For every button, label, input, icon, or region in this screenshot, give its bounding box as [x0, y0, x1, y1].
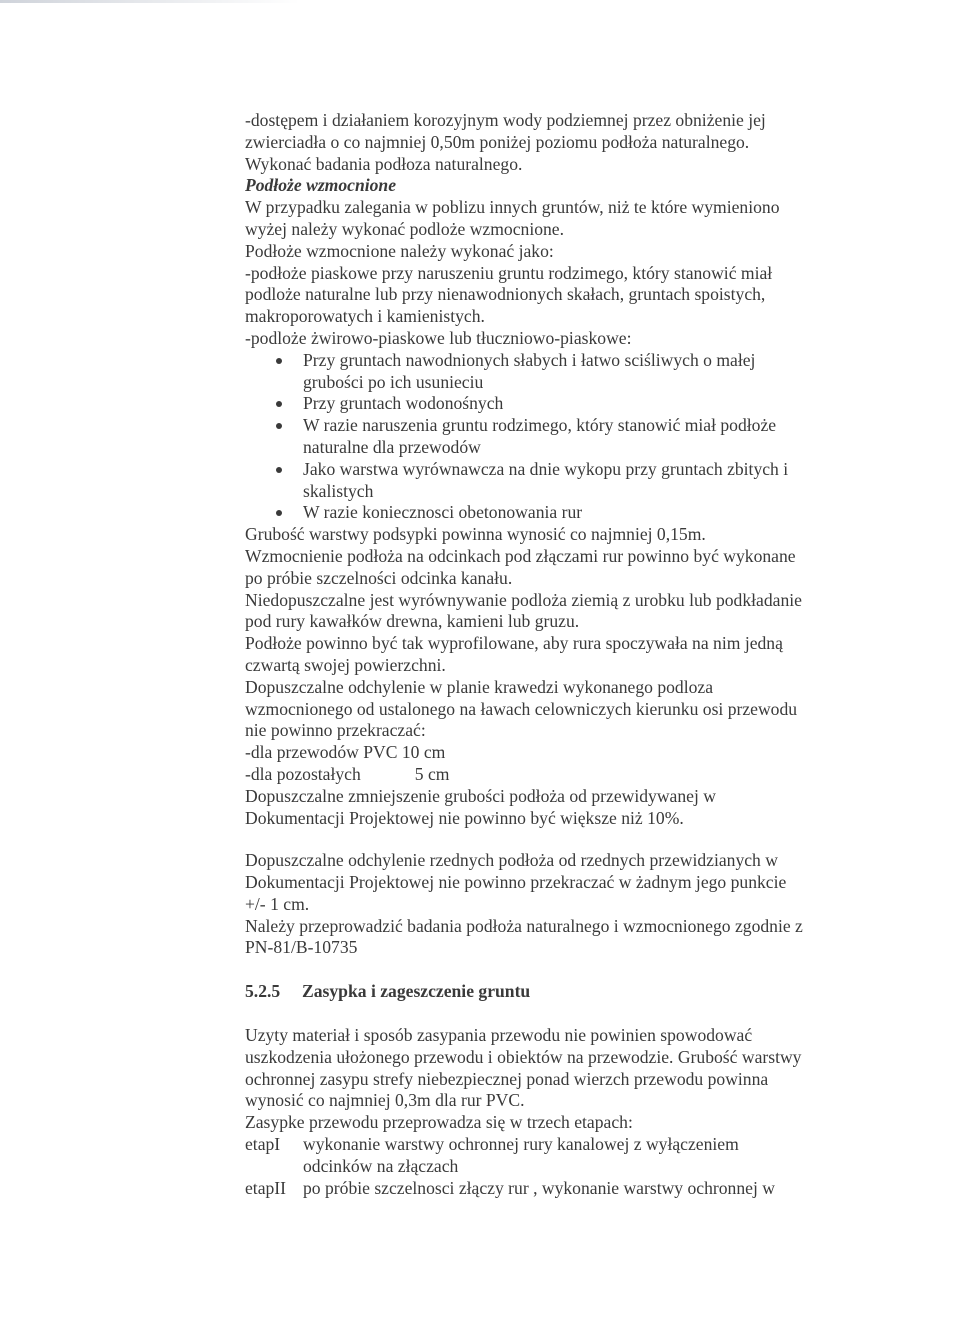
text-line: -podłoże piaskowe przy naruszeniu gruntu rodzimego, który stanowić miał: [245, 262, 773, 283]
stage-text: [303, 1134, 739, 1178]
text-line: -podloże żwirowo-piaskowe lub tłuczniowo-piaskowe:: [245, 327, 632, 348]
section-title: Zasypka i zageszczenie gruntu: [302, 981, 531, 1002]
tolerance-line: [245, 764, 875, 786]
text-line: zwierciadła o co najmniej 0,50m poniżej poziomu podłoża naturalnego.: [245, 131, 750, 152]
text-line: Dopuszczalne odchylenie w planie krawedzi wykonanego podloza: [245, 676, 714, 697]
text-line: Grubość warstwy podsypki powinna wynosić co najmniej 0,15m.: [245, 524, 706, 545]
text-line: Jako warstwa wyrównawcza na dnie wykopu przy gruntach zbitych i: [303, 458, 789, 479]
text-line: ochronnej zasypu strefy niebezpiecznej ponad wierzch przewodu powinna: [245, 1068, 769, 1089]
text-line: nie powinno przekraczać:: [245, 720, 426, 741]
bullet-list: [245, 350, 875, 524]
text-line: Należy przeprowadzić badania podłoża naturalnego i wzmocnionego zgodnie z: [245, 915, 803, 936]
text-line: Podłoże powinno być tak wyprofilowane, aby rura spoczywała na nim jedną: [245, 633, 783, 654]
text-line: Dokumentacji Projektowej nie powinno przekraczać w żadnym jego punkcie: [245, 872, 787, 893]
text-line: pod rury kawałków drewna, kamieni lub gruzu.: [245, 611, 580, 632]
text-line: skalistych: [303, 480, 374, 501]
stage-label: etapII: [245, 1177, 287, 1198]
list-item: [245, 350, 875, 394]
tolerance-value: 5 cm: [414, 763, 450, 784]
text-line: W przypadku zalegania w poblizu innych gruntów, niż te które wymieniono: [245, 197, 780, 218]
text-line: wzmocnionego od ustalonego na ławach celowniczych kierunku osi przewodu: [245, 698, 798, 719]
section-heading: [245, 981, 875, 1003]
list-item: [245, 393, 875, 415]
paragraph-wymagania: [245, 524, 875, 786]
text-line: makroporowatych i kamienistych.: [245, 306, 485, 327]
list-item: [245, 502, 875, 524]
text-line: czwartą swojej powierzchni.: [245, 654, 446, 675]
tolerance-label: -dla pozostałych: [245, 763, 361, 784]
text-line: wynosić co najmniej 0,3m dla rur PVC.: [245, 1090, 525, 1111]
subheading-podloze-wzmocnione: Podłoże wzmocnione: [245, 175, 397, 196]
text-line: uszkodzenia ułożonego przewodu i obiektów na przewodzie. Grubość warstwy: [245, 1046, 802, 1067]
text-line: Dopuszczalne zmniejszenie grubości podłoża od przewidywanej w: [245, 785, 716, 806]
text-line: PN-81/B-10735: [245, 937, 358, 958]
text-line: wykonanie warstwy ochronnej rury kanalowej z wyłączeniem: [303, 1134, 739, 1155]
stage-item: [245, 1134, 875, 1178]
list-item: [245, 459, 875, 503]
paragraph-spacer: [245, 959, 875, 981]
stage-item: [245, 1178, 875, 1200]
list-item: [245, 415, 875, 459]
text-line: Dopuszczalne odchylenie rzednych podłoża od rzednych przewidzianych w: [245, 850, 778, 871]
section-number: 5.2.5: [245, 981, 281, 1002]
paragraph-spacer: [245, 829, 875, 850]
text-line: Przy gruntach wodonośnych: [303, 393, 504, 414]
text-line: Wzmocnienie podłoża na odcinkach pod złączami rur powinno być wykonane: [245, 545, 796, 566]
stage-text: [303, 1178, 775, 1200]
text-line: odcinków na złączach: [303, 1155, 459, 1176]
text-line: +/- 1 cm.: [245, 893, 310, 914]
paragraph-zmniejszenie: [245, 786, 875, 830]
text-line: Niedopuszczalne jest wyrównywanie podloża ziemią z urobku lub podkładanie: [245, 589, 802, 610]
stage-label: etapI: [245, 1134, 281, 1155]
document-page: [245, 110, 875, 1199]
text-line: po próbie szczelności odcinka kanału.: [245, 567, 513, 588]
text-line: W razie naruszenia gruntu rodzimego, który stanowić miał podłoże: [303, 415, 777, 436]
text-line: po próbie szczelnosci złączy rur , wykonanie warstwy ochronnej w: [303, 1177, 775, 1198]
text-line: Podłoże wzmocnione należy wykonać jako:: [245, 240, 554, 261]
text-line: wyżej należy wykonać podloże wzmocnione.: [245, 218, 565, 239]
text-line: -dla przewodów PVC 10 cm: [245, 742, 446, 763]
paragraph-odchylenie: [245, 850, 875, 959]
paragraph-ochrona-podloza: [245, 110, 875, 175]
text-line: Dokumentacji Projektowej nie powinno być większe niż 10%.: [245, 807, 684, 828]
text-line: Przy gruntach nawodnionych słabych i łatwo sciśliwych o małej: [303, 349, 756, 370]
text-line: podloże naturalne lub przy nienawodnionych skałach, gruntach spoistych,: [245, 284, 766, 305]
text-line: W razie koniecznosci obetonowania rur: [303, 502, 583, 523]
paragraph-zasypka: [245, 1025, 875, 1134]
text-line: -dostępem i działaniem korozyjnym wody podziemnej przez obniżenie jej: [245, 110, 766, 130]
paragraph-spacer: [245, 1003, 875, 1025]
text-line: Wykonać badania podłoza naturalnego.: [245, 153, 523, 174]
text-line: Zasypke przewodu przeprowadza się w trzech etapach:: [245, 1112, 633, 1133]
text-line: naturalne dla przewodów: [303, 436, 481, 457]
scan-edge: [0, 0, 300, 3]
paragraph-podloze-wzmocnione: [245, 197, 875, 350]
text-line: grubości po ich usunieciu: [303, 371, 484, 392]
text-line: Uzyty materiał i sposób zasypania przewodu nie powinien spowodować: [245, 1025, 753, 1046]
